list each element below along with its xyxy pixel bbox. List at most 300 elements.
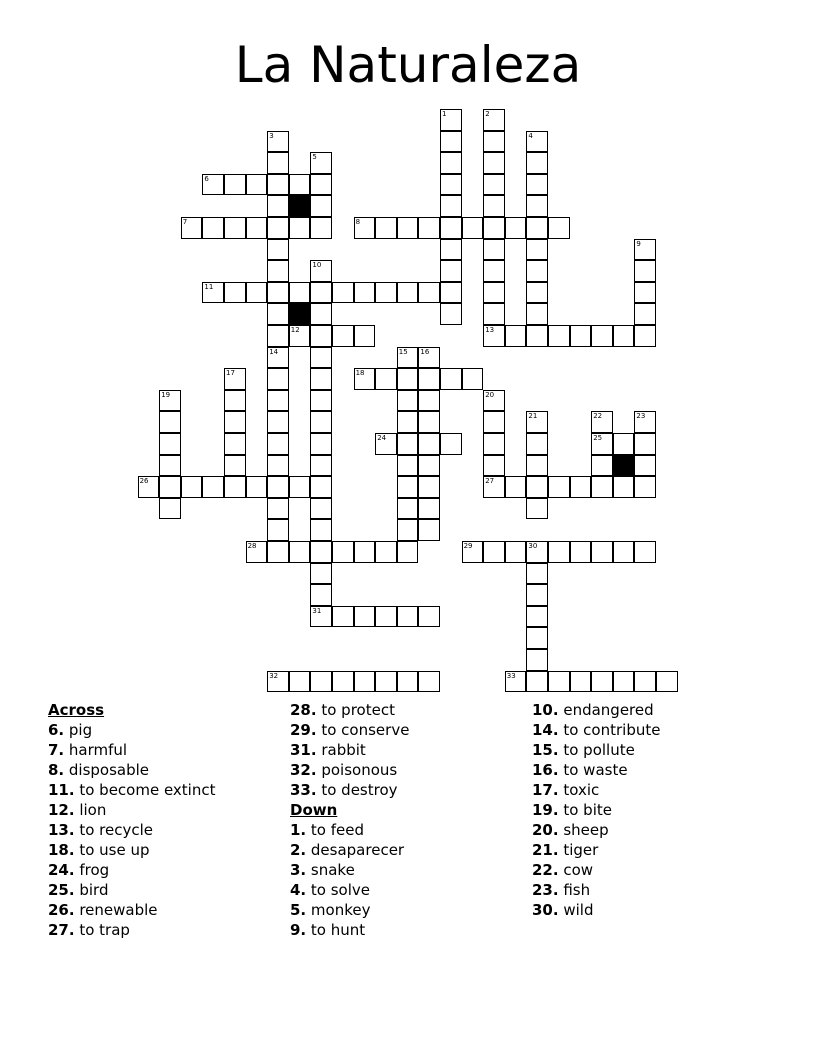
grid-cell[interactable]: [310, 217, 332, 239]
grid-cell[interactable]: [418, 433, 440, 455]
grid-cell[interactable]: [332, 671, 354, 693]
clue-item: [290, 780, 409, 800]
cell-number: 3: [269, 131, 274, 140]
grid-cell[interactable]: [397, 368, 419, 390]
grid-cell[interactable]: [591, 411, 613, 433]
clue-text: harmful: [64, 741, 128, 759]
clue-text: to trap: [74, 921, 130, 939]
grid-cell[interactable]: [224, 411, 246, 433]
grid-cell[interactable]: [483, 390, 505, 412]
grid-cell[interactable]: [397, 433, 419, 455]
grid-cell[interactable]: [289, 174, 311, 196]
grid-cell[interactable]: [397, 282, 419, 304]
clue-number: 4.: [290, 881, 307, 899]
grid-cell[interactable]: [634, 541, 656, 563]
grid-cell[interactable]: [634, 303, 656, 325]
grid-cell[interactable]: [354, 368, 376, 390]
grid-cell[interactable]: [483, 174, 505, 196]
grid-cell[interactable]: [634, 433, 656, 455]
grid-cell[interactable]: [224, 476, 246, 498]
grid-cell[interactable]: [591, 541, 613, 563]
grid-cell[interactable]: [289, 541, 311, 563]
grid-cell[interactable]: [267, 325, 289, 347]
grid-cell[interactable]: [483, 303, 505, 325]
grid-cell[interactable]: [267, 347, 289, 369]
black-cell: [289, 303, 311, 325]
grid-cell[interactable]: [310, 541, 332, 563]
grid-cell[interactable]: [613, 325, 635, 347]
grid-cell[interactable]: [526, 584, 548, 606]
clue-text: wild: [558, 901, 594, 919]
grid-cell[interactable]: [267, 131, 289, 153]
grid-cell[interactable]: [526, 411, 548, 433]
grid-cell[interactable]: [289, 282, 311, 304]
clue-text: to hunt: [306, 921, 366, 939]
grid-cell[interactable]: [613, 476, 635, 498]
grid-cell[interactable]: [310, 519, 332, 541]
grid-cell[interactable]: [483, 131, 505, 153]
grid-cell[interactable]: [310, 325, 332, 347]
grid-cell[interactable]: [397, 411, 419, 433]
clue-text: toxic: [558, 781, 600, 799]
grid-cell[interactable]: [418, 368, 440, 390]
grid-cell[interactable]: [570, 476, 592, 498]
grid-cell[interactable]: [267, 671, 289, 693]
grid-cell[interactable]: [310, 433, 332, 455]
grid-cell[interactable]: [354, 541, 376, 563]
grid-cell[interactable]: [526, 433, 548, 455]
cell-number: 26: [139, 477, 149, 486]
clue-text: to become extinct: [74, 781, 216, 799]
cell-number: 17: [226, 369, 235, 378]
grid-cell[interactable]: [267, 195, 289, 217]
grid-cell[interactable]: [505, 671, 527, 693]
grid-cell[interactable]: [310, 411, 332, 433]
clue-number: 9.: [290, 921, 307, 939]
cell-number: 20: [485, 390, 495, 399]
cell-number: 14: [269, 347, 279, 356]
grid-cell[interactable]: [310, 476, 332, 498]
grid-cell[interactable]: [267, 368, 289, 390]
grid-cell[interactable]: [202, 217, 224, 239]
grid-cell[interactable]: [440, 303, 462, 325]
clue-number: 13.: [48, 821, 75, 839]
grid-cell[interactable]: [267, 303, 289, 325]
grid-cell[interactable]: [354, 606, 376, 628]
grid-cell[interactable]: [375, 671, 397, 693]
grid-cell[interactable]: [483, 455, 505, 477]
grid-cell[interactable]: [332, 541, 354, 563]
grid-cell[interactable]: [310, 347, 332, 369]
grid-cell[interactable]: [310, 282, 332, 304]
grid-cell[interactable]: [483, 109, 505, 131]
grid-cell[interactable]: [267, 455, 289, 477]
grid-cell[interactable]: [289, 671, 311, 693]
clue-item: [48, 880, 215, 900]
grid-cell[interactable]: [483, 152, 505, 174]
grid-cell[interactable]: [418, 455, 440, 477]
grid-cell[interactable]: [246, 282, 268, 304]
grid-cell[interactable]: [375, 282, 397, 304]
grid-cell[interactable]: [267, 433, 289, 455]
grid-cell[interactable]: [634, 411, 656, 433]
clue-number: 19.: [532, 801, 559, 819]
grid-cell[interactable]: [526, 174, 548, 196]
grid-cell[interactable]: [397, 455, 419, 477]
clue-item: [48, 860, 215, 880]
grid-cell[interactable]: [418, 671, 440, 693]
cell-number: 18: [355, 369, 365, 378]
grid-cell[interactable]: [440, 109, 462, 131]
clue-text: to use up: [74, 841, 150, 859]
clue-item: [532, 840, 660, 860]
grid-cell[interactable]: [570, 325, 592, 347]
grid-cell[interactable]: [246, 476, 268, 498]
grid-cell[interactable]: [440, 239, 462, 261]
grid-cell[interactable]: [310, 584, 332, 606]
grid-cell[interactable]: [310, 152, 332, 174]
clue-text: cow: [558, 861, 594, 879]
grid-cell[interactable]: [375, 606, 397, 628]
grid-cell[interactable]: [440, 282, 462, 304]
grid-cell[interactable]: [526, 152, 548, 174]
grid-cell[interactable]: [440, 195, 462, 217]
grid-cell[interactable]: [526, 131, 548, 153]
clue-text: to destroy: [316, 781, 398, 799]
grid-cell[interactable]: [246, 217, 268, 239]
grid-cell[interactable]: [526, 476, 548, 498]
grid-cell[interactable]: [570, 541, 592, 563]
grid-cell[interactable]: [526, 455, 548, 477]
grid-cell[interactable]: [375, 368, 397, 390]
grid-cell[interactable]: [267, 541, 289, 563]
grid-cell[interactable]: [159, 390, 181, 412]
cell-number: 33: [506, 671, 516, 680]
clue-number: 7.: [48, 741, 65, 759]
clue-number: 6.: [48, 721, 65, 739]
cell-number: 6: [204, 174, 209, 183]
grid-cell[interactable]: [310, 195, 332, 217]
grid-cell[interactable]: [267, 239, 289, 261]
grid-cell[interactable]: [483, 433, 505, 455]
clue-number: 8.: [48, 761, 65, 779]
grid-cell[interactable]: [202, 174, 224, 196]
grid-cell[interactable]: [613, 433, 635, 455]
cell-number: 10: [312, 261, 322, 270]
grid-cell[interactable]: [634, 260, 656, 282]
grid-cell[interactable]: [397, 606, 419, 628]
grid-cell[interactable]: [634, 476, 656, 498]
clue-item: [48, 840, 215, 860]
grid-cell[interactable]: [591, 455, 613, 477]
grid-cell[interactable]: [418, 411, 440, 433]
clue-number: 27.: [48, 921, 75, 939]
grid-cell[interactable]: [354, 325, 376, 347]
grid-cell[interactable]: [332, 606, 354, 628]
clue-item: [48, 800, 215, 820]
clue-text: rabbit: [316, 741, 366, 759]
grid-cell[interactable]: [310, 303, 332, 325]
clue-text: to conserve: [316, 721, 410, 739]
clue-item: [532, 880, 660, 900]
clue-number: 3.: [290, 861, 307, 879]
grid-cell[interactable]: [418, 498, 440, 520]
grid-cell[interactable]: [634, 282, 656, 304]
clue-item: [290, 900, 409, 920]
grid-cell[interactable]: [267, 519, 289, 541]
grid-cell[interactable]: [267, 152, 289, 174]
clue-item: [290, 820, 409, 840]
grid-cell[interactable]: [440, 433, 462, 455]
grid-cell[interactable]: [634, 671, 656, 693]
grid-cell[interactable]: [224, 217, 246, 239]
grid-cell[interactable]: [634, 325, 656, 347]
grid-cell[interactable]: [548, 217, 570, 239]
clue-item: [290, 700, 409, 720]
clue-number: 25.: [48, 881, 75, 899]
grid-cell[interactable]: [202, 282, 224, 304]
grid-cell[interactable]: [440, 217, 462, 239]
grid-cell[interactable]: [526, 217, 548, 239]
grid-cell[interactable]: [418, 347, 440, 369]
grid-cell[interactable]: [483, 325, 505, 347]
grid-cell[interactable]: [440, 174, 462, 196]
grid-cell[interactable]: [181, 217, 203, 239]
grid-cell[interactable]: [267, 174, 289, 196]
grid-cell[interactable]: [354, 671, 376, 693]
grid-cell[interactable]: [397, 476, 419, 498]
clue-number: 1.: [290, 821, 307, 839]
grid-cell[interactable]: [375, 217, 397, 239]
clue-number: 15.: [532, 741, 559, 759]
clue-item: [48, 720, 215, 740]
clue-item: [290, 740, 409, 760]
grid-cell[interactable]: [310, 606, 332, 628]
grid-cell[interactable]: [246, 174, 268, 196]
grid-cell[interactable]: [418, 390, 440, 412]
grid-cell[interactable]: [224, 174, 246, 196]
grid-cell[interactable]: [613, 671, 635, 693]
grid-cell[interactable]: [159, 455, 181, 477]
grid-cell[interactable]: [462, 541, 484, 563]
grid-cell[interactable]: [267, 498, 289, 520]
grid-cell[interactable]: [570, 671, 592, 693]
grid-cell[interactable]: [310, 498, 332, 520]
clue-number: 28.: [290, 701, 317, 719]
grid-cell[interactable]: [526, 325, 548, 347]
cell-number: 29: [463, 542, 473, 550]
grid-cell[interactable]: [526, 541, 548, 563]
grid-cell[interactable]: [526, 282, 548, 304]
grid-cell[interactable]: [332, 282, 354, 304]
grid-cell[interactable]: [202, 476, 224, 498]
clue-text: to bite: [558, 801, 612, 819]
grid-cell[interactable]: [526, 303, 548, 325]
clue-number: 12.: [48, 801, 75, 819]
grid-cell[interactable]: [181, 476, 203, 498]
clue-item: [290, 860, 409, 880]
grid-cell[interactable]: [656, 671, 678, 693]
grid-cell[interactable]: [548, 325, 570, 347]
grid-cell[interactable]: [289, 325, 311, 347]
clue-text: poisonous: [316, 761, 398, 779]
clue-number: 5.: [290, 901, 307, 919]
grid-cell[interactable]: [375, 541, 397, 563]
grid-cell[interactable]: [224, 390, 246, 412]
grid-cell[interactable]: [267, 260, 289, 282]
clue-item: [532, 740, 660, 760]
grid-cell[interactable]: [483, 411, 505, 433]
grid-cell[interactable]: [526, 498, 548, 520]
grid-cell[interactable]: [397, 390, 419, 412]
grid-cell[interactable]: [159, 433, 181, 455]
clue-item: [48, 820, 215, 840]
cell-number: 15: [398, 347, 408, 356]
grid-cell[interactable]: [591, 476, 613, 498]
grid-cell[interactable]: [440, 131, 462, 153]
cell-number: 23: [636, 412, 646, 421]
grid-cell[interactable]: [440, 368, 462, 390]
clue-item: [48, 920, 215, 940]
cell-number: 30: [528, 542, 538, 550]
grid-cell[interactable]: [591, 433, 613, 455]
clue-number: 2.: [290, 841, 307, 859]
grid-cell[interactable]: [483, 195, 505, 217]
grid-cell[interactable]: [462, 368, 484, 390]
grid-cell[interactable]: [526, 260, 548, 282]
grid-cell[interactable]: [267, 217, 289, 239]
grid-cell[interactable]: [159, 411, 181, 433]
cell-number: 19: [161, 390, 171, 399]
clue-number: 20.: [532, 821, 559, 839]
grid-cell[interactable]: [505, 325, 527, 347]
grid-cell[interactable]: [591, 671, 613, 693]
grid-cell[interactable]: [483, 541, 505, 563]
grid-cell[interactable]: [634, 239, 656, 261]
grid-cell[interactable]: [289, 476, 311, 498]
clue-number: 30.: [532, 901, 559, 919]
grid-cell[interactable]: [418, 217, 440, 239]
grid-cell[interactable]: [332, 325, 354, 347]
cell-number: 22: [593, 412, 603, 421]
grid-cell[interactable]: [224, 455, 246, 477]
clue-number: 31.: [290, 741, 317, 759]
grid-cell[interactable]: [505, 476, 527, 498]
cell-number: 25: [593, 434, 603, 442]
grid-cell[interactable]: [310, 368, 332, 390]
grid-cell[interactable]: [548, 541, 570, 563]
grid-cell[interactable]: [483, 282, 505, 304]
clue-text: monkey: [306, 901, 371, 919]
grid-cell[interactable]: [418, 519, 440, 541]
grid-cell[interactable]: [267, 476, 289, 498]
grid-cell[interactable]: [310, 563, 332, 585]
grid-cell[interactable]: [483, 260, 505, 282]
grid-cell[interactable]: [397, 519, 419, 541]
grid-cell[interactable]: [310, 260, 332, 282]
grid-cell[interactable]: [289, 217, 311, 239]
grid-cell[interactable]: [310, 455, 332, 477]
grid-cell[interactable]: [310, 174, 332, 196]
grid-cell[interactable]: [591, 325, 613, 347]
grid-cell[interactable]: [159, 476, 181, 498]
grid-cell[interactable]: [526, 195, 548, 217]
grid-cell[interactable]: [267, 390, 289, 412]
grid-cell[interactable]: [613, 541, 635, 563]
grid-cell[interactable]: [526, 649, 548, 671]
grid-cell[interactable]: [483, 217, 505, 239]
grid-cell[interactable]: [397, 541, 419, 563]
grid-cell[interactable]: [505, 541, 527, 563]
grid-cell[interactable]: [354, 282, 376, 304]
clue-text: to recycle: [74, 821, 154, 839]
cell-number: 28: [247, 542, 257, 550]
grid-cell[interactable]: [548, 476, 570, 498]
grid-cell[interactable]: [224, 433, 246, 455]
cell-number: 32: [269, 671, 279, 680]
grid-cell[interactable]: [397, 217, 419, 239]
grid-cell[interactable]: [548, 671, 570, 693]
clue-heading: Down: [290, 801, 338, 819]
grid-cell[interactable]: [267, 411, 289, 433]
grid-cell[interactable]: [397, 498, 419, 520]
grid-cell[interactable]: [224, 368, 246, 390]
grid-cell[interactable]: [310, 390, 332, 412]
grid-cell[interactable]: [526, 627, 548, 649]
black-cell: [613, 455, 635, 477]
grid-cell[interactable]: [483, 239, 505, 261]
grid-cell[interactable]: [375, 433, 397, 455]
cell-number: 2: [485, 110, 490, 118]
clue-item: [48, 900, 215, 920]
grid-cell[interactable]: [138, 476, 160, 498]
grid-cell[interactable]: [310, 671, 332, 693]
grid-cell[interactable]: [526, 563, 548, 585]
grid-cell[interactable]: [526, 606, 548, 628]
grid-cell[interactable]: [526, 671, 548, 693]
grid-cell[interactable]: [462, 217, 484, 239]
grid-cell[interactable]: [418, 606, 440, 628]
clue-number: 14.: [532, 721, 559, 739]
clue-number: 29.: [290, 721, 317, 739]
grid-cell[interactable]: [440, 260, 462, 282]
clue-number: 26.: [48, 901, 75, 919]
clue-text: to solve: [306, 881, 371, 899]
clue-item: [290, 760, 409, 780]
grid-cell[interactable]: [397, 347, 419, 369]
grid-cell[interactable]: [505, 217, 527, 239]
cell-number: 21: [528, 412, 538, 421]
grid-cell[interactable]: [634, 455, 656, 477]
clue-item: [532, 760, 660, 780]
clue-number: 32.: [290, 761, 317, 779]
grid-cell[interactable]: [354, 217, 376, 239]
grid-cell[interactable]: [159, 498, 181, 520]
clue-item: [532, 900, 660, 920]
grid-cell[interactable]: [418, 282, 440, 304]
grid-cell[interactable]: [418, 476, 440, 498]
grid-cell[interactable]: [397, 671, 419, 693]
clue-text: to waste: [558, 761, 628, 779]
grid-cell[interactable]: [246, 541, 268, 563]
grid-cell[interactable]: [267, 282, 289, 304]
grid-cell[interactable]: [224, 282, 246, 304]
grid-cell[interactable]: [526, 239, 548, 261]
grid-cell[interactable]: [483, 476, 505, 498]
cell-number: 31: [312, 606, 322, 615]
clue-number: 18.: [48, 841, 75, 859]
grid-cell[interactable]: [440, 152, 462, 174]
